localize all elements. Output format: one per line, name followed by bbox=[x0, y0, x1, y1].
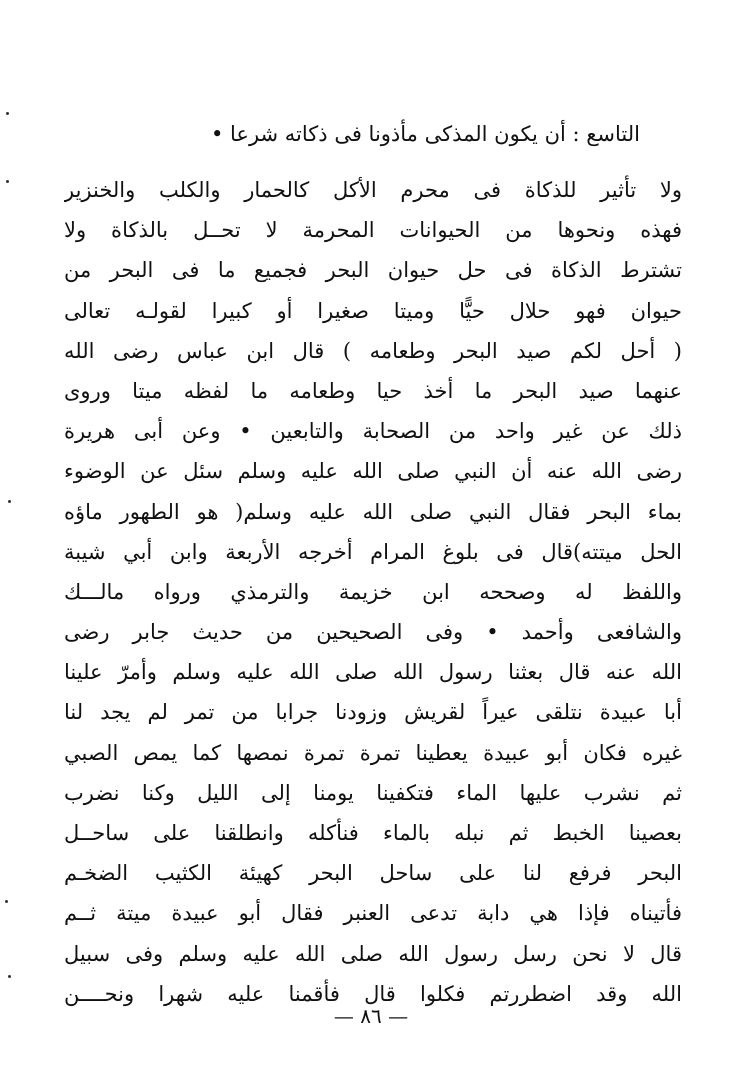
body-text bbox=[64, 170, 682, 1014]
text-line: ( أحل لكم صيد البحر وطعامه ) قال ابن عباس رضى الله bbox=[64, 338, 682, 363]
page-number: — ٨٦ — bbox=[333, 1004, 409, 1028]
text-line: الحل ميتته)قال فى بلوغ المرام أخرجه الأربعة وابن أبي شيبة bbox=[64, 539, 682, 564]
text-line: بعصينا الخبط ثم نبله بالماء فنأكله وانطلقنا على ساحــل bbox=[64, 821, 682, 845]
text-line: تشترط الذكاة فى حل حيوان البحر فجميع ما فى البحر من bbox=[64, 258, 682, 283]
text-line: فأتيناه فإذا هي دابة تدعى العنبر فقال أبو عبيدة ميتة ثــم bbox=[64, 901, 682, 926]
text-line: ثم نشرب عليها الماء فتكفينا يومنا إلى الليل وكنا نضرب bbox=[64, 780, 682, 805]
margin-speck bbox=[8, 975, 11, 978]
text-line: الله وقد اضطررتم فكلوا قال فأقمنا عليه شهرا ونحــــن bbox=[64, 981, 682, 1006]
margin-speck bbox=[8, 500, 11, 503]
text-line: حيوان فهو حلال حيًّا وميتا صغيرا أو كبيرا لقولـه تعالى bbox=[64, 298, 682, 323]
text-line: واللفظ له وصححه ابن خزيمة والترمذي ورواه مالـــك bbox=[64, 579, 682, 604]
text-line: ذلك عن غير واحد من الصحابة والتابعين • وعن أبى هريرة bbox=[64, 419, 682, 444]
text-line: أبا عبيدة نتلقى عيراً لقريش وزودنا جرابا من تمر لم يجد لنا bbox=[64, 700, 682, 725]
text-line: البحر فرفع لنا على ساحل البحر كهيئة الكثيب الضخـم bbox=[64, 861, 682, 886]
text-line: عنهما صيد البحر ما أخذ حيا وطعامه ما لفظه ميتا وروى bbox=[64, 378, 682, 403]
text-line: ولا تأثير للذكاة فى محرم الأكل كالحمار والكلب والخنزير bbox=[64, 178, 682, 202]
margin-speck bbox=[6, 180, 9, 183]
text-line: الله عنه قال بعثنا رسول الله صلى الله عليه وسلم وأمرّ علينا bbox=[64, 660, 682, 685]
text-line: والشافعى وأحمد • وفى الصحيحين من حديث جابر رضى bbox=[64, 620, 682, 645]
text-line: غيره فكان أبو عبيدة يعطينا تمرة تمرة نمصها كما يمص الصبي bbox=[64, 740, 682, 765]
margin-speck bbox=[6, 112, 9, 115]
text-line: بماء البحر فقال النبي صلى الله عليه وسلم( هو الطهور ماؤه bbox=[64, 499, 682, 524]
text-line: فهذه ونحوها من الحيوانات المحرمة لا تحــل بالذكاة ولا bbox=[64, 218, 682, 243]
text-line: قال لا نحن رسل رسول الله صلى الله عليه وسلم وفى سبيل bbox=[64, 941, 682, 966]
section-heading: التاسع : أن يكون المذكى مأذونا فى ذكاته شرعا • bbox=[210, 122, 640, 146]
margin-speck bbox=[5, 900, 8, 903]
text-line: رضى الله عنه أن النبي صلى الله عليه وسلم سئل عن الوضوء bbox=[64, 459, 682, 484]
